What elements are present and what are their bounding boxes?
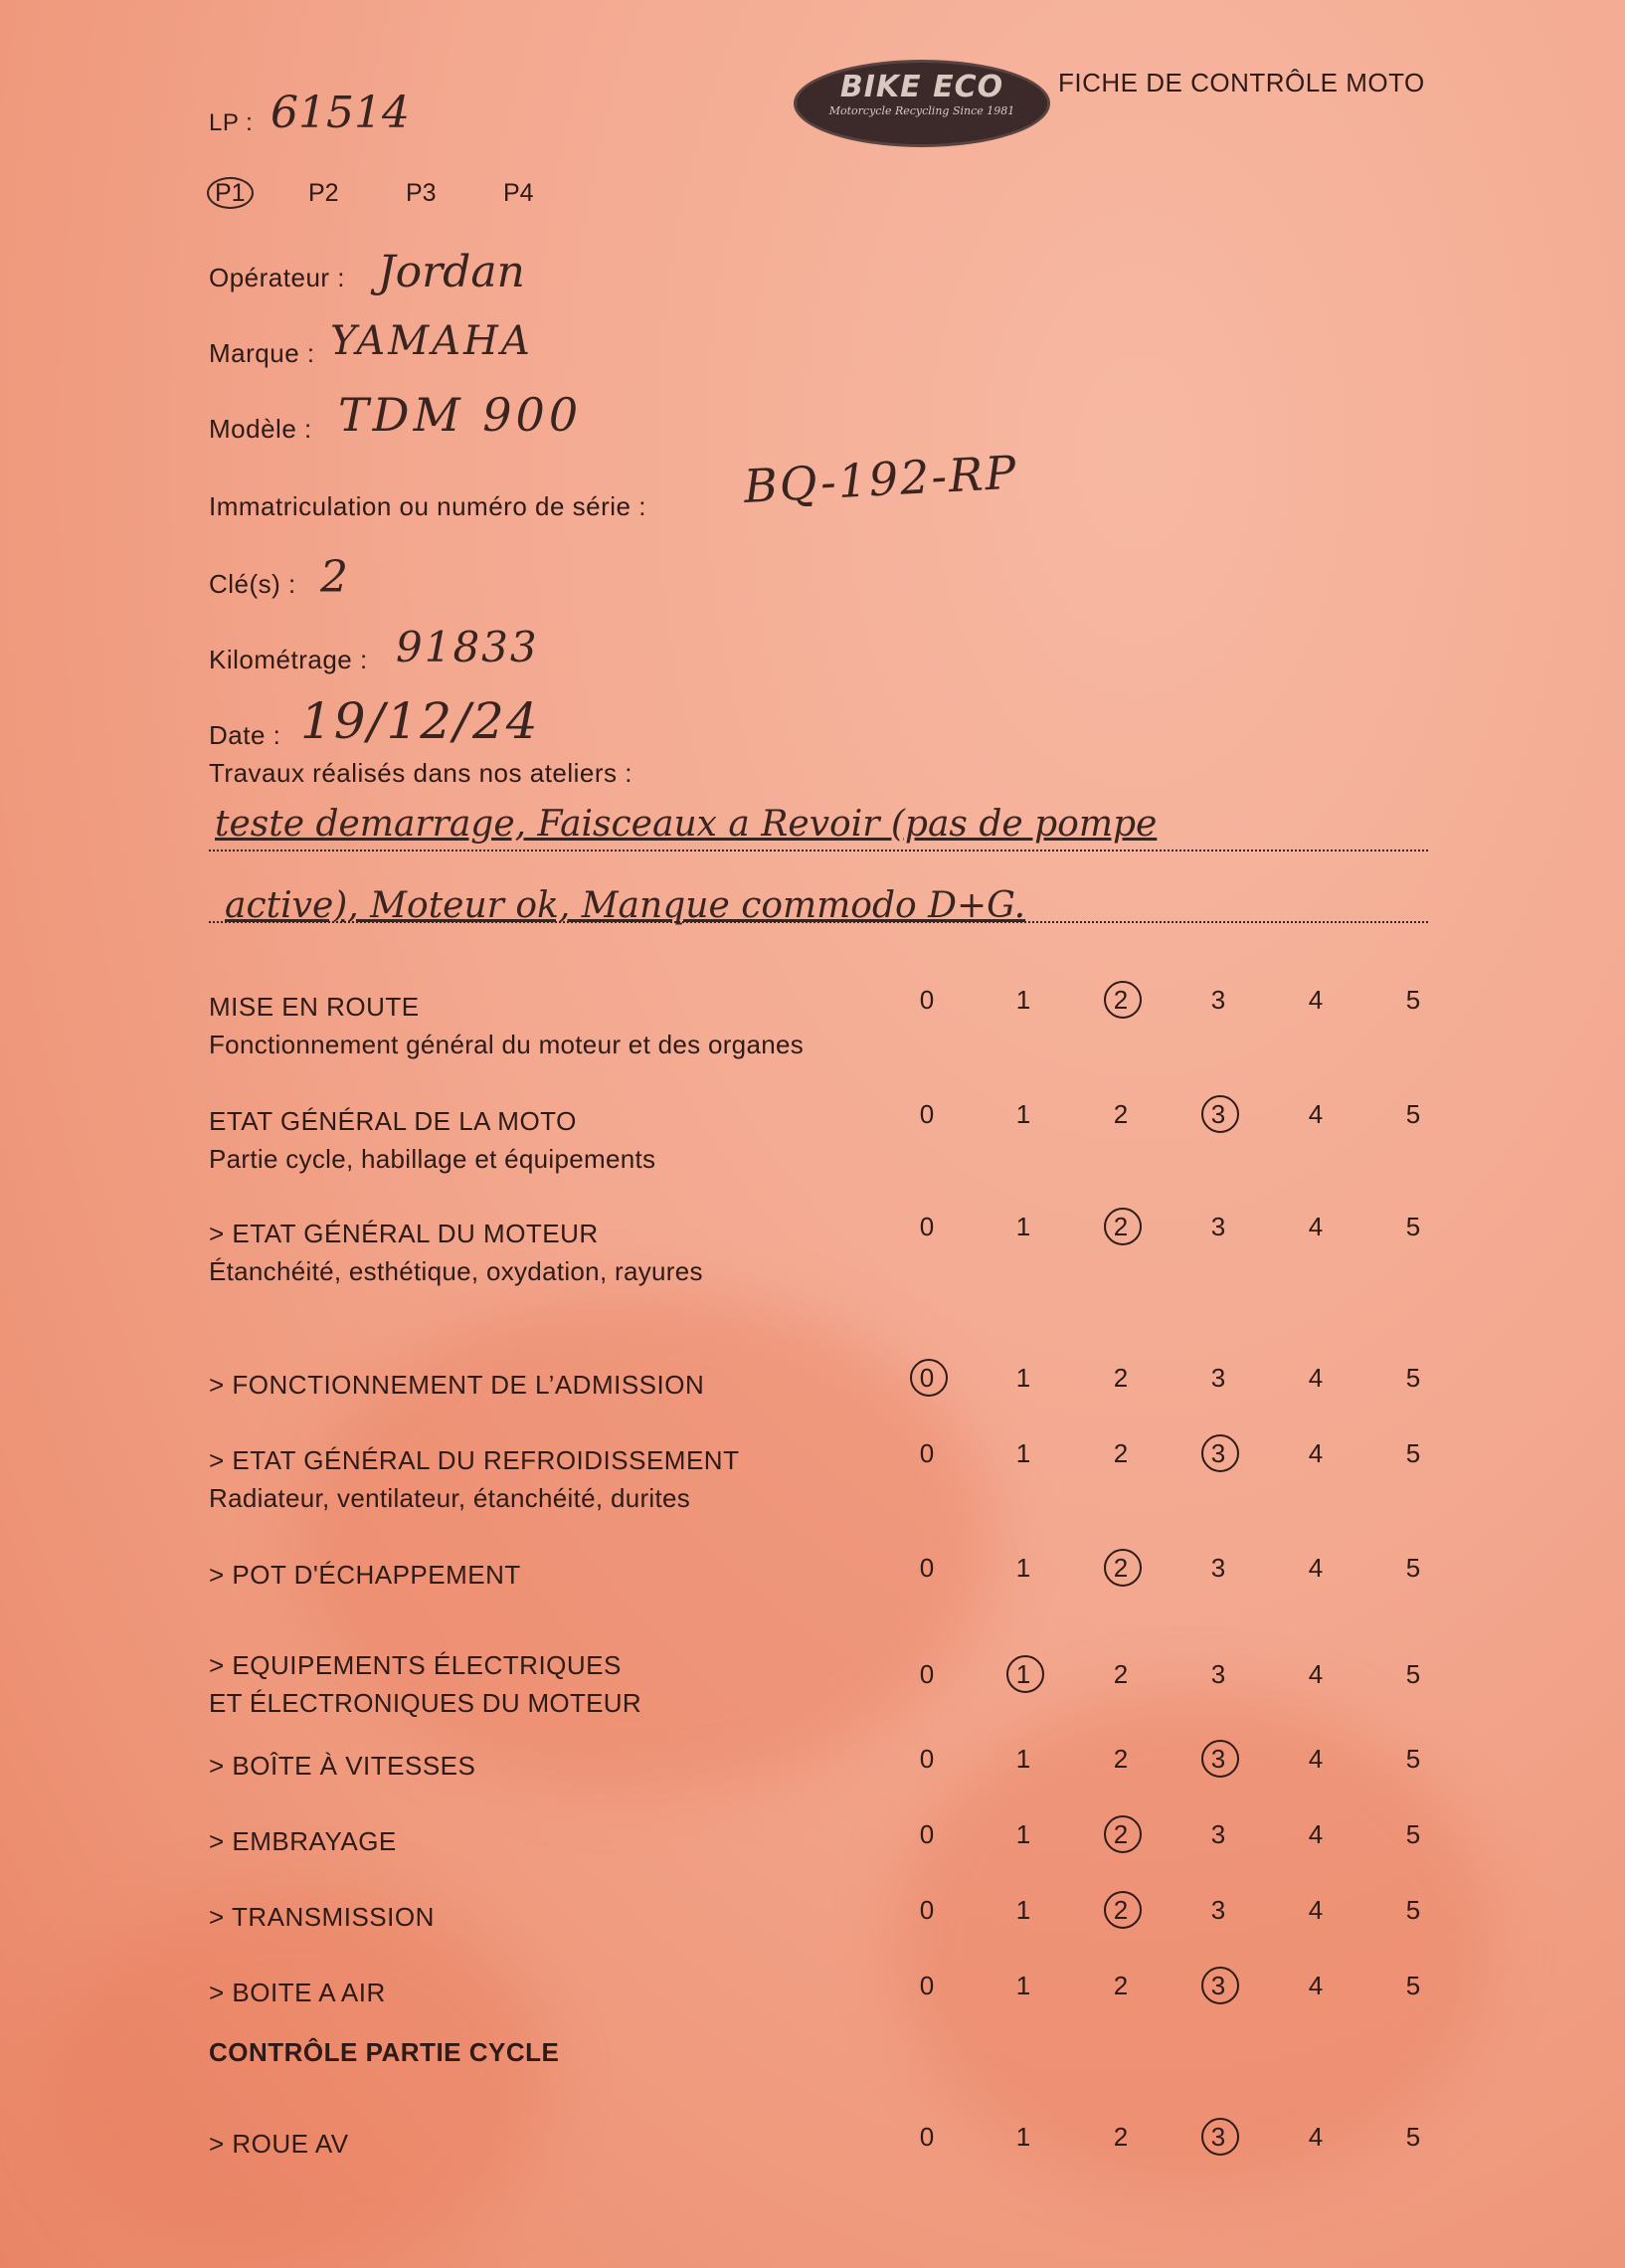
score-option-2[interactable]: 2 bbox=[1113, 1099, 1129, 1129]
score-option-1[interactable]: 1 bbox=[998, 1654, 1048, 1694]
score-option-1[interactable]: 1 bbox=[1015, 2122, 1031, 2152]
score-option-3[interactable]: 3 bbox=[1193, 1094, 1243, 1134]
score-option-0[interactable]: 0 bbox=[919, 1819, 935, 1849]
position-p3[interactable]: P3 bbox=[406, 179, 437, 207]
score-option-0[interactable]: 0 bbox=[919, 1971, 935, 2000]
travaux-label: Travaux réalisés dans nos ateliers : bbox=[209, 758, 633, 788]
rating-row-title: > BOÎTE À VITESSES bbox=[209, 1751, 476, 1781]
score-option-3[interactable]: 3 bbox=[1193, 1739, 1243, 1779]
dotted-line bbox=[209, 850, 1428, 851]
immatriculation-value[interactable]: BQ-192-RP bbox=[742, 445, 1019, 513]
score-option-3[interactable]: 3 bbox=[1210, 1659, 1226, 1689]
score-option-0[interactable]: 0 bbox=[919, 1659, 935, 1689]
rating-row-title: > BOITE A AIR bbox=[209, 1978, 386, 2007]
score-option-2[interactable]: 2 bbox=[1096, 1548, 1146, 1588]
score-option-4[interactable]: 4 bbox=[1308, 1099, 1324, 1129]
lp-value[interactable]: 61514 bbox=[271, 88, 410, 138]
score-option-1[interactable]: 1 bbox=[1015, 1553, 1031, 1583]
score-option-5[interactable]: 5 bbox=[1405, 1895, 1421, 1925]
cles-value[interactable]: 2 bbox=[320, 552, 348, 603]
score-option-0[interactable]: 0 bbox=[902, 1358, 952, 1398]
score-option-2[interactable]: 2 bbox=[1113, 1744, 1129, 1774]
rating-row-title: > ETAT GÉNÉRAL DU REFROIDISSEMENT bbox=[209, 1445, 740, 1475]
kilometrage-value[interactable]: 91833 bbox=[396, 623, 539, 671]
score-option-2[interactable]: 2 bbox=[1113, 1659, 1129, 1689]
score-option-4[interactable]: 4 bbox=[1308, 1363, 1324, 1393]
rating-row-title: > ROUE AV bbox=[209, 2129, 349, 2159]
score-option-2[interactable]: 2 bbox=[1096, 1814, 1146, 1854]
score-option-4[interactable]: 4 bbox=[1308, 1212, 1324, 1241]
score-option-3[interactable]: 3 bbox=[1210, 1895, 1226, 1925]
score-option-2[interactable]: 2 bbox=[1113, 1438, 1129, 1468]
travaux-line-1[interactable]: teste demarrage, Faisceaux a Revoir (pas de pompe bbox=[215, 804, 1158, 845]
position-p2[interactable]: P2 bbox=[308, 179, 339, 207]
cles-label: Clé(s) : bbox=[209, 569, 296, 599]
rating-row-title: > ETAT GÉNÉRAL DU MOTEUR bbox=[209, 1219, 599, 1248]
score-option-5[interactable]: 5 bbox=[1405, 1971, 1421, 2000]
rating-row-title: ETAT GÉNÉRAL DE LA MOTO bbox=[209, 1106, 577, 1136]
modele-value[interactable]: TDM 900 bbox=[338, 388, 583, 442]
score-option-3[interactable]: 3 bbox=[1210, 1553, 1226, 1583]
score-option-1[interactable]: 1 bbox=[1015, 1819, 1031, 1849]
score-option-5[interactable]: 5 bbox=[1405, 2122, 1421, 2152]
rating-row-subtitle: ET ÉLECTRONIQUES DU MOTEUR bbox=[209, 1688, 641, 1718]
date-value[interactable]: 19/12/24 bbox=[300, 692, 540, 750]
bike-eco-logo bbox=[794, 60, 1050, 147]
score-option-1[interactable]: 1 bbox=[1015, 1212, 1031, 1241]
rating-row-subtitle: Partie cycle, habillage et équipements bbox=[209, 1144, 656, 1174]
score-option-4[interactable]: 4 bbox=[1308, 1819, 1324, 1849]
sheet-title: FICHE DE CONTRÔLE MOTO bbox=[1058, 68, 1425, 97]
score-option-4[interactable]: 4 bbox=[1308, 2122, 1324, 2152]
score-option-5[interactable]: 5 bbox=[1405, 985, 1421, 1015]
lp-label: LP : bbox=[209, 109, 254, 136]
score-option-5[interactable]: 5 bbox=[1405, 1212, 1421, 1241]
modele-label: Modèle : bbox=[209, 414, 312, 444]
section-heading-partie-cycle: CONTRÔLE PARTIE CYCLE bbox=[209, 2037, 560, 2067]
score-option-2[interactable]: 2 bbox=[1096, 1890, 1146, 1930]
score-option-3[interactable]: 3 bbox=[1210, 1363, 1226, 1393]
score-option-1[interactable]: 1 bbox=[1015, 985, 1031, 1015]
score-option-0[interactable]: 0 bbox=[919, 1744, 935, 1774]
position-p1[interactable]: P1 bbox=[207, 179, 254, 208]
score-option-3[interactable]: 3 bbox=[1193, 1966, 1243, 2005]
rating-row-subtitle: Radiateur, ventilateur, étanchéité, durites bbox=[209, 1483, 691, 1513]
score-option-5[interactable]: 5 bbox=[1405, 1553, 1421, 1583]
score-option-5[interactable]: 5 bbox=[1405, 1363, 1421, 1393]
score-option-4[interactable]: 4 bbox=[1308, 1553, 1324, 1583]
score-option-2[interactable]: 2 bbox=[1113, 2122, 1129, 2152]
immatriculation-label: Immatriculation ou numéro de série : bbox=[209, 491, 646, 521]
score-option-3[interactable]: 3 bbox=[1210, 985, 1226, 1015]
score-option-1[interactable]: 1 bbox=[1015, 1438, 1031, 1468]
score-option-4[interactable]: 4 bbox=[1308, 1438, 1324, 1468]
score-option-0[interactable]: 0 bbox=[919, 2122, 935, 2152]
score-option-5[interactable]: 5 bbox=[1405, 1659, 1421, 1689]
rating-row-title: MISE EN ROUTE bbox=[209, 992, 420, 1022]
score-option-1[interactable]: 1 bbox=[1015, 1895, 1031, 1925]
rating-row-title: > POT D'ÉCHAPPEMENT bbox=[209, 1560, 521, 1590]
score-option-0[interactable]: 0 bbox=[919, 1553, 935, 1583]
kilometrage-label: Kilométrage : bbox=[209, 645, 368, 674]
score-option-5[interactable]: 5 bbox=[1405, 1438, 1421, 1468]
operateur-label: Opérateur : bbox=[209, 263, 346, 292]
score-option-0[interactable]: 0 bbox=[919, 1099, 935, 1129]
score-option-1[interactable]: 1 bbox=[1015, 1971, 1031, 2000]
score-option-5[interactable]: 5 bbox=[1405, 1819, 1421, 1849]
score-option-3[interactable]: 3 bbox=[1193, 2117, 1243, 2157]
rating-row-title: > FONCTIONNEMENT DE L’ADMISSION bbox=[209, 1370, 705, 1400]
score-option-1[interactable]: 1 bbox=[1015, 1099, 1031, 1129]
score-option-4[interactable]: 4 bbox=[1308, 1971, 1324, 2000]
score-option-2[interactable]: 2 bbox=[1096, 980, 1146, 1020]
travaux-line-2[interactable]: active), Moteur ok, Manque commodo D+G. bbox=[225, 885, 1026, 926]
rating-row-title: > TRANSMISSION bbox=[209, 1902, 435, 1932]
dotted-line bbox=[209, 921, 1428, 923]
score-option-1[interactable]: 1 bbox=[1015, 1363, 1031, 1393]
score-option-4[interactable]: 4 bbox=[1308, 1659, 1324, 1689]
score-option-0[interactable]: 0 bbox=[919, 1438, 935, 1468]
score-option-3[interactable]: 3 bbox=[1210, 1819, 1226, 1849]
score-option-5[interactable]: 5 bbox=[1405, 1099, 1421, 1129]
rating-row-subtitle: Étanchéité, esthétique, oxydation, rayures bbox=[209, 1256, 703, 1286]
score-option-3[interactable]: 3 bbox=[1210, 1212, 1226, 1241]
position-p4[interactable]: P4 bbox=[503, 179, 534, 207]
score-option-4[interactable]: 4 bbox=[1308, 985, 1324, 1015]
score-option-2[interactable]: 2 bbox=[1096, 1207, 1146, 1246]
marque-value[interactable]: YAMAHA bbox=[330, 318, 533, 364]
score-option-1[interactable]: 1 bbox=[1015, 1744, 1031, 1774]
score-option-4[interactable]: 4 bbox=[1308, 1895, 1324, 1925]
stain bbox=[50, 1890, 547, 2268]
score-option-2[interactable]: 2 bbox=[1113, 1363, 1129, 1393]
score-option-4[interactable]: 4 bbox=[1308, 1744, 1324, 1774]
score-option-0[interactable]: 0 bbox=[919, 1895, 935, 1925]
rating-row-subtitle: Fonctionnement général du moteur et des organes bbox=[209, 1030, 805, 1059]
marque-label: Marque : bbox=[209, 338, 315, 368]
rating-row-title: > EMBRAYAGE bbox=[209, 1826, 397, 1856]
score-option-5[interactable]: 5 bbox=[1405, 1744, 1421, 1774]
logo-brand: BIKE ECO bbox=[839, 70, 1004, 104]
date-label: Date : bbox=[209, 720, 281, 750]
score-option-2[interactable]: 2 bbox=[1113, 1971, 1129, 2000]
score-option-3[interactable]: 3 bbox=[1193, 1433, 1243, 1473]
score-option-0[interactable]: 0 bbox=[919, 1212, 935, 1241]
rating-row-title: > EQUIPEMENTS ÉLECTRIQUES bbox=[209, 1650, 622, 1680]
operateur-value[interactable]: Jordan bbox=[378, 247, 525, 297]
score-option-0[interactable]: 0 bbox=[919, 985, 935, 1015]
logo-tagline: Motorcycle Recycling Since 1981 bbox=[828, 104, 1015, 117]
